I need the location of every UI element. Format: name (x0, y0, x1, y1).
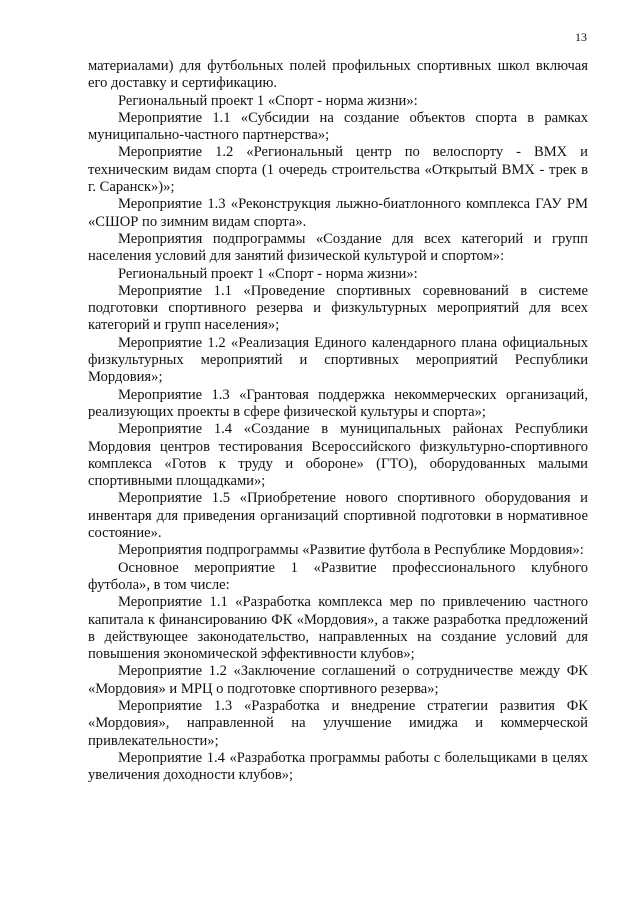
paragraph-measure: Мероприятие 1.1 «Разработка комплекса мер по привлечению частного капитала к финансированию ФК «Мордовия», а также разработка предложений в действующее законодательство, направленных на создание условий для повышения экономической эффективности клубов»; (88, 594, 588, 663)
paragraph-measure: Мероприятие 1.3 «Реконструкция лыжно-биатлонного комплекса ГАУ РМ «СШОР по зимним видам спорта». (88, 196, 588, 230)
paragraph-measure: Мероприятие 1.1 «Проведение спортивных соревнований в системе подготовки спортивного резерва и физкультурных мероприятий для всех категорий и групп населения»; (88, 282, 588, 334)
document-body (88, 58, 588, 784)
paragraph-measure: Мероприятие 1.3 «Разработка и внедрение стратегии развития ФК «Мордовия», направленной на улучшение имиджа и коммерческой привлекательности»; (88, 697, 588, 749)
paragraph-measure: Мероприятие 1.5 «Приобретение нового спортивного оборудования и инвентаря для приведения организаций спортивной подготовки в нормативное состояние». (88, 490, 588, 542)
paragraph-measure: Мероприятие 1.2 «Реализация Единого календарного плана официальных физкультурных мероприятий и спортивных мероприятий Республики Мордовия»; (88, 334, 588, 386)
paragraph-measure: Мероприятие 1.2 «Региональный центр по велоспорту - ВМХ и техническим видам спорта (1 очередь строительства «Открытый ВМХ - трек в г. Саранск»)»; (88, 144, 588, 196)
paragraph-regional-project-heading: Региональный проект 1 «Спорт - норма жизни»: (118, 265, 418, 282)
paragraph-measure: Мероприятие 1.4 «Разработка программы работы с болельщиками в целях увеличения доходности клубов»; (88, 749, 588, 784)
paragraph-measure: Мероприятие 1.2 «Заключение соглашений о сотрудничестве между ФК «Мордовия» и МРЦ о подготовке спортивного резерва»; (88, 663, 588, 697)
paragraph-subprogram-heading: Мероприятия подпрограммы «Развитие футбола в Республике Мордовия»: (118, 542, 584, 559)
paragraph-main-measure: Основное мероприятие 1 «Развитие профессионального клубного футбола», в том числе: (88, 559, 588, 593)
paragraph-measure: Мероприятие 1.1 «Субсидии на создание объектов спорта в рамках муниципально-частного партнерства»; (88, 109, 588, 144)
paragraph-measure: Мероприятие 1.4 «Создание в муниципальных районах Республики Мордовия центров тестирования Всероссийского физкультурно-спортивного комплекса «Готов к труду и обороне» (ГТО), оборудованных малыми спортивными площадками»; (88, 421, 588, 490)
page-number: 13 (575, 30, 587, 44)
paragraph-measure: Мероприятие 1.3 «Грантовая поддержка некоммерческих организаций, реализующих проекты в сфере физической культуры и спорта»; (88, 386, 588, 420)
paragraph-regional-project-heading: Региональный проект 1 «Спорт - норма жизни»: (118, 92, 418, 109)
paragraph-subprogram-heading: Мероприятия подпрограммы «Создание для всех категорий и групп населения условий для занятий физической культурой и спортом»: (88, 230, 588, 265)
paragraph-continuation: материалами) для футбольных полей профильных спортивных школ включая его доставку и сертификацию. (88, 58, 588, 92)
